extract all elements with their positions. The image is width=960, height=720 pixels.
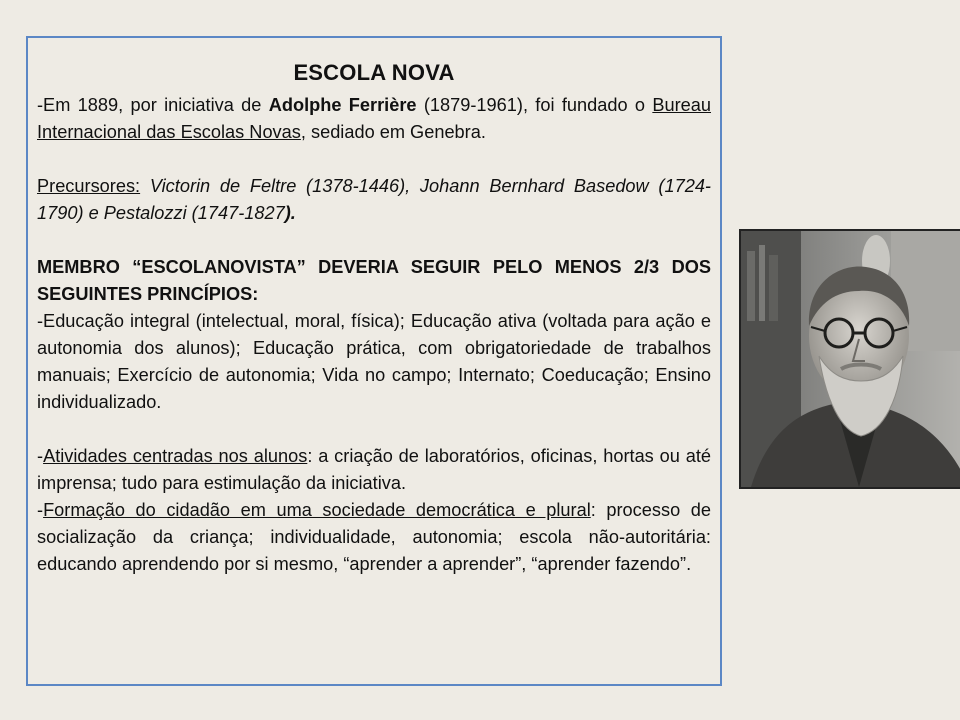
bureau-text-middle: (1879-1961), foi fundado o xyxy=(416,95,653,115)
spacer xyxy=(37,227,711,254)
formacao-text: : processo de socialização da criança; individualidade, autonomia; escola não-autoritária: educando aprendendo por si mesmo, “aprender a aprender”, “aprender fazendo”. xyxy=(37,500,711,574)
precursores-end: ). xyxy=(284,203,296,223)
paragraph-atividades xyxy=(37,443,711,497)
paragraph-formacao xyxy=(37,497,711,578)
formacao-label: Formação do cidadão em uma sociedade democrática e plural xyxy=(43,500,591,520)
precursores-label: Precursores: xyxy=(37,176,141,196)
paragraph-precursores xyxy=(37,173,711,227)
content-textbox xyxy=(26,36,722,686)
atividades-dash: - xyxy=(37,446,44,466)
atividades-label: Atividades centradas nos alunos xyxy=(43,446,308,466)
principios-text: -Educação integral (intelectual, moral, física); Educação ativa (voltada para ação e autonomia dos alunos); Educação prática, com obrigatoriedade de trabalhos manuais; Exercício de autonomia; Vida no campo; Internato; Coeducação; Ensino individualizado. xyxy=(37,311,711,412)
precursores-list: Victorin de Feltre (1378-1446), Johann Bernhard Basedow (1724-1790) e Pestalozzi (1747-1827 xyxy=(37,176,711,223)
ferriere-name: Adolphe Ferrière xyxy=(268,95,417,115)
membro-heading: MEMBRO “ESCOLANOVISTA” DEVERIA SEGUIR PELO MENOS 2/3 DOS SEGUINTES PRINCÍPIOS: xyxy=(37,257,711,304)
formacao-dash: - xyxy=(37,500,44,520)
spacer xyxy=(37,416,711,443)
bureau-name: Bureau Internacional das Escolas Novas xyxy=(37,95,711,142)
portrait-illustration xyxy=(741,231,960,487)
slide-title: ESCOLA NOVA xyxy=(293,60,455,85)
paragraph-bureau xyxy=(37,92,711,146)
atividades-text: : a criação de laboratórios, oficinas, hortas ou até imprensa; tudo para estimulação da iniciativa. xyxy=(37,446,711,493)
bureau-text-start: -Em 1889, por iniciativa de xyxy=(37,95,269,115)
portrait-photo xyxy=(739,229,960,489)
spacer xyxy=(37,146,711,173)
bureau-text-end: , sediado em Genebra. xyxy=(300,122,486,142)
